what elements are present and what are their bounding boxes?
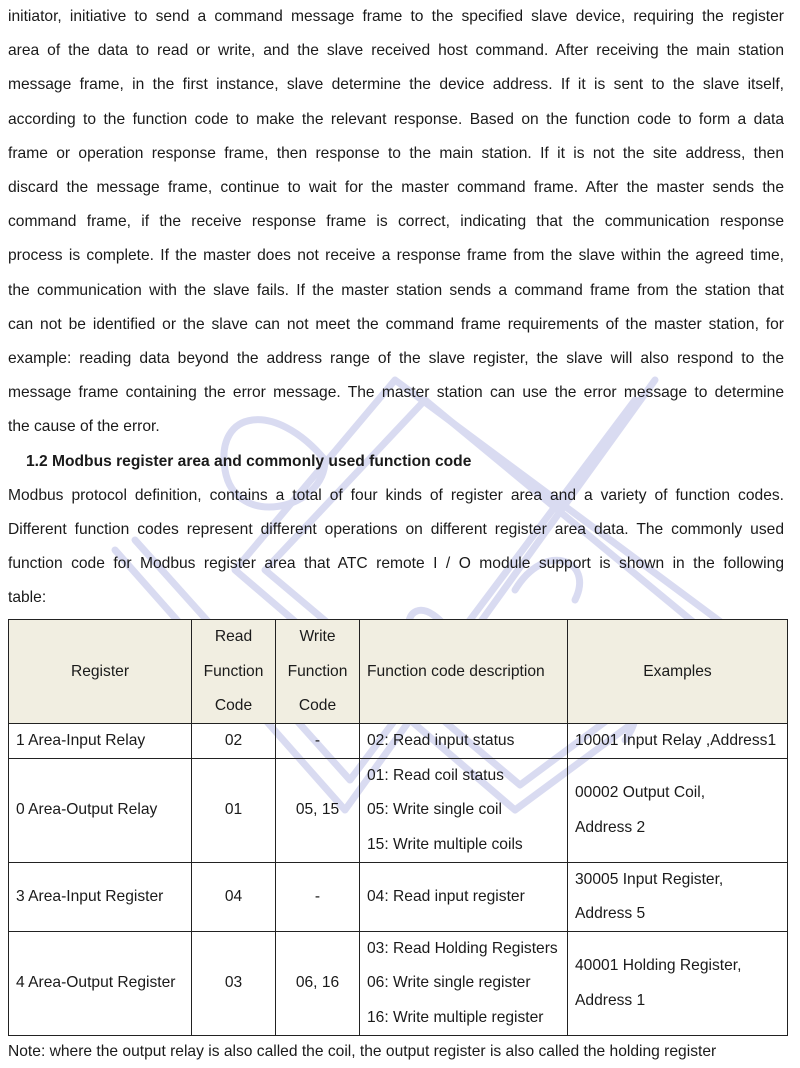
example-line: 10001 Input Relay ,Address1 bbox=[575, 732, 777, 750]
body-paragraph bbox=[8, 479, 784, 616]
cell-description bbox=[360, 759, 568, 863]
header-examples: Examples bbox=[568, 620, 788, 724]
intro-line: discard the message frame, continue to wait for the master command frame. After the master sends the bbox=[8, 179, 784, 197]
table-row bbox=[9, 759, 788, 863]
cell-description bbox=[360, 932, 568, 1036]
intro-line: process is complete. If the master does not receive a response frame from the slave within the agreed time, bbox=[8, 247, 784, 265]
cell-examples bbox=[568, 862, 788, 931]
intro-line: can not be identified or the slave can not meet the command frame requirements of the master station, for bbox=[8, 315, 784, 333]
example-line: Address 5 bbox=[575, 905, 646, 923]
table-header-row bbox=[9, 620, 788, 724]
header-write-function-code: Write Function Code bbox=[276, 620, 360, 724]
intro-line: according to the function code to make the relevant response. Based on the function code to form a data bbox=[8, 110, 784, 128]
cell-write-code: - bbox=[276, 862, 360, 931]
register-table bbox=[8, 619, 788, 1035]
table-row bbox=[9, 724, 788, 759]
cell-description bbox=[360, 862, 568, 931]
intro-line: area of the data to read or write, and the slave received host command. After receiving the main station bbox=[8, 42, 784, 60]
cell-examples bbox=[568, 724, 788, 759]
description-line: 05: Write single coil bbox=[367, 801, 502, 819]
body-line: table: bbox=[8, 589, 47, 607]
intro-paragraph bbox=[8, 0, 784, 445]
intro-line: initiator, initiative to send a command message frame to the specified slave device, requiring the register bbox=[8, 8, 784, 25]
intro-line: example: reading data beyond the address range of the slave register, the slave will also respond to the bbox=[8, 350, 784, 368]
intro-line: frame or operation response frame, then response to the main station. If it is not the site address, then bbox=[8, 144, 784, 162]
cell-examples bbox=[568, 759, 788, 863]
cell-write-code: 06, 16 bbox=[276, 932, 360, 1036]
table-note: Note: where the output relay is also called the coil, the output register is also called the holding register bbox=[8, 1042, 717, 1060]
cell-write-code: - bbox=[276, 724, 360, 759]
intro-line: command frame, if the receive response frame is correct, indicating that the communication response bbox=[8, 213, 784, 231]
description-line: 16: Write multiple register bbox=[367, 1008, 544, 1026]
cell-read-code: 04 bbox=[192, 862, 276, 931]
cell-read-code: 01 bbox=[192, 759, 276, 863]
body-line: function code for Modbus register area that ATC remote I / O module support is shown in the following bbox=[8, 555, 784, 573]
cell-read-code: 02 bbox=[192, 724, 276, 759]
cell-examples bbox=[568, 932, 788, 1036]
example-line: Address 2 bbox=[575, 818, 646, 836]
cell-register: 4 Area-Output Register bbox=[9, 932, 192, 1036]
cell-write-code: 05, 15 bbox=[276, 759, 360, 863]
intro-line: the cause of the error. bbox=[8, 418, 160, 436]
cell-read-code: 03 bbox=[192, 932, 276, 1036]
cell-register: 1 Area-Input Relay bbox=[9, 724, 192, 759]
body-line: Modbus protocol definition, contains a total of four kinds of register area and a variety of function codes. bbox=[8, 486, 784, 504]
intro-line: message frame, in the first instance, slave determine the device address. If it is sent to the slave itself, bbox=[8, 76, 784, 94]
description-line: 02: Read input status bbox=[367, 732, 515, 750]
body-line: Different function codes represent different operations on different register area data. The commonly used bbox=[8, 520, 784, 538]
header-register: Register bbox=[9, 620, 192, 724]
description-line: 06: Write single register bbox=[367, 974, 531, 992]
section-heading: 1.2 Modbus register area and commonly used function code bbox=[26, 452, 472, 470]
table-row bbox=[9, 932, 788, 1036]
description-line: 01: Read coil status bbox=[367, 767, 504, 785]
description-line: 03: Read Holding Registers bbox=[367, 940, 558, 958]
header-read-function-code: Read Function Code bbox=[192, 620, 276, 724]
example-line: 00002 Output Coil, bbox=[575, 784, 706, 802]
example-line: 40001 Holding Register, bbox=[575, 957, 742, 975]
example-line: 30005 Input Register, bbox=[575, 870, 724, 888]
description-line: 04: Read input register bbox=[367, 887, 525, 905]
cell-register: 0 Area-Output Relay bbox=[9, 759, 192, 863]
intro-line: message frame containing the error message. The master station can use the error message to determine bbox=[8, 384, 784, 402]
header-description: Function code description bbox=[360, 620, 568, 724]
intro-line: the communication with the slave fails. If the master station sends a command frame from the station that bbox=[8, 281, 784, 299]
cell-description bbox=[360, 724, 568, 759]
cell-register: 3 Area-Input Register bbox=[9, 862, 192, 931]
table-row bbox=[9, 862, 788, 931]
example-line: Address 1 bbox=[575, 991, 646, 1009]
description-line: 15: Write multiple coils bbox=[367, 835, 523, 853]
